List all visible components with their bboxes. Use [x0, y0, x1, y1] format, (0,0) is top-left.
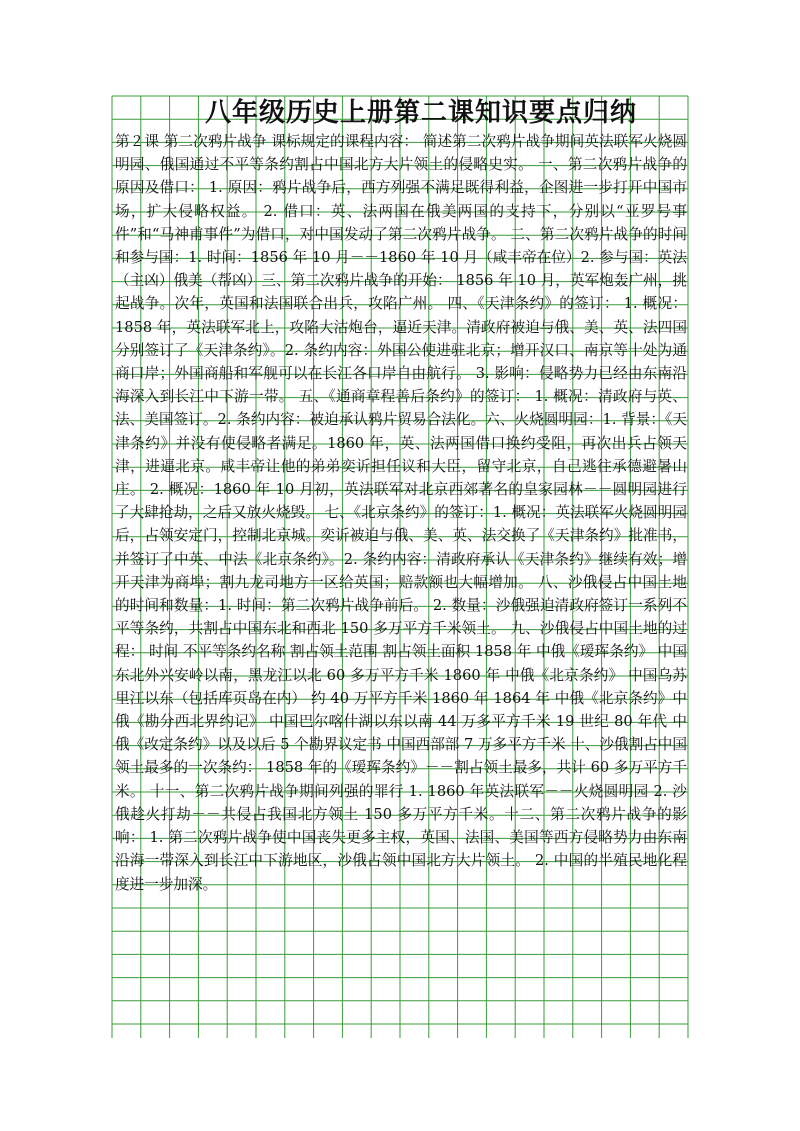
document-page [115, 96, 687, 896]
body-paragraph: 第２课 第二次鸦片战争 课标规定的课程内容： 简述第二次鸦片战争期间英法联军火烧圆明园、俄国通过不平等条约割占中国北方大片领土的侵略史实。 一、第二次鸦片战争的原因及借口： 1. 原因：鸦片战争后，西方列强不满足既得利益，企图进一步打开中国市场，扩大侵略权益。 2. 借口：英、法两国在俄美两国的支持下，分别以“亚罗号事件”和“马神甫事件”为借口，对中国发动了第二次鸦片战争。 二、第二次鸦片战争的时间和参与国：1. 时间：1856 年 10 月－－1860 年 10 月（咸丰帝在位）2. 参与国：英法（主凶）俄美（帮凶）三、第二次鸦片战争的开始： 1856 年 10 月，英军炮轰广州，挑起战争。次年，英国和法国联合出兵，攻陷广州。 四、《天津条约》的签订： 1. 概况：1858 年，英法联军北上，攻陷大沽炮台，逼近天津。清政府被迫与俄、美、英、法四国分别签订了《天津条约》。2. 条约内容：外国公使进驻北京；增开汉口、南京等十处为通商口岸；外国商船和军舰可以在长江各口岸自由航行。 3. 影响：侵略势力已经由东南沿海深入到长江中下游一带。 五、《通商章程善后条约》的签订： 1. 概况：清政府与英、法、美国签订。2. 条约内容：被迫承认鸦片贸易合法化。六、火烧圆明园：1. 背景：《天津条约》并没有使侵略者满足。1860 年，英、法两国借口换约受阻，再次出兵占领天津，进逼北京。咸丰帝让他的弟弟奕䜣担任议和大臣，留守北京，自己逃往承德避暑山庄。 2. 概况：1860 年 10 月初，英法联军对北京西郊著名的皇家园林－－圆明园进行了大肆抢劫，之后又放火烧毁。 七、《北京条约》的签订：1. 概况：英法联军火烧圆明园后，占领安定门，控制北京城。奕䜣被迫与俄、美、英、法交换了《天津条约》批准书，并签订了中英、中法《北京条约》。2. 条约内容：清政府承认《天津条约》继续有效；增开天津为商埠；割九龙司地方一区给英国；赔款额也大幅增加。 八、沙俄侵占中国土地的时间和数量：1. 时间：第二次鸦片战争前后。 2. 数量：沙俄强迫清政府签订一系列不平等条约，共割占中国东北和西北 150 多万平方千米领土。 九、沙俄侵占中国土地的过程： 时间 不平等条约名称 割占领土范围 割占领土面积 1858 年 中俄《瑷珲条约》 中国东北外兴安岭以南，黑龙江以北 60 多万平方千米 1860 年 中俄《北京条约》 中国乌苏里江以东（包括库页岛在内） 约 40 万平方千米 1860 年 1864 年 中俄《北京条约》中俄《勘分西北界约记》 中国巴尔喀什湖以东以南 44 万多平方千米 19 世纪 80 年代 中俄《改定条约》以及以后 5 个勘界议定书 中国西部部 7 万多平方千米 十、沙俄割占中国领土最多的一次条约： 1858 年的《瑷珲条约》－－割占领土最多，共计 60 多万平方千米。 十一、第二次鸦片战争期间列强的罪行 1. 1860 年英法联军－－火烧圆明园 2. 沙俄趁火打劫－－共侵占我国北方领土 150 多万平方千米。十二、第二次鸦片战争的影响： 1. 第二次鸦片战争使中国丧失更多主权，英国、法国、美国等西方侵略势力由东南沿海一带深入到长江中下游地区，沙俄占领中国北方大片领土。 2. 中国的半殖民地化程度进一步加深。 [115, 133, 687, 893]
document-title: 八年级历史上册第二课知识要点归纳 [204, 98, 637, 128]
document-body [115, 130, 687, 896]
